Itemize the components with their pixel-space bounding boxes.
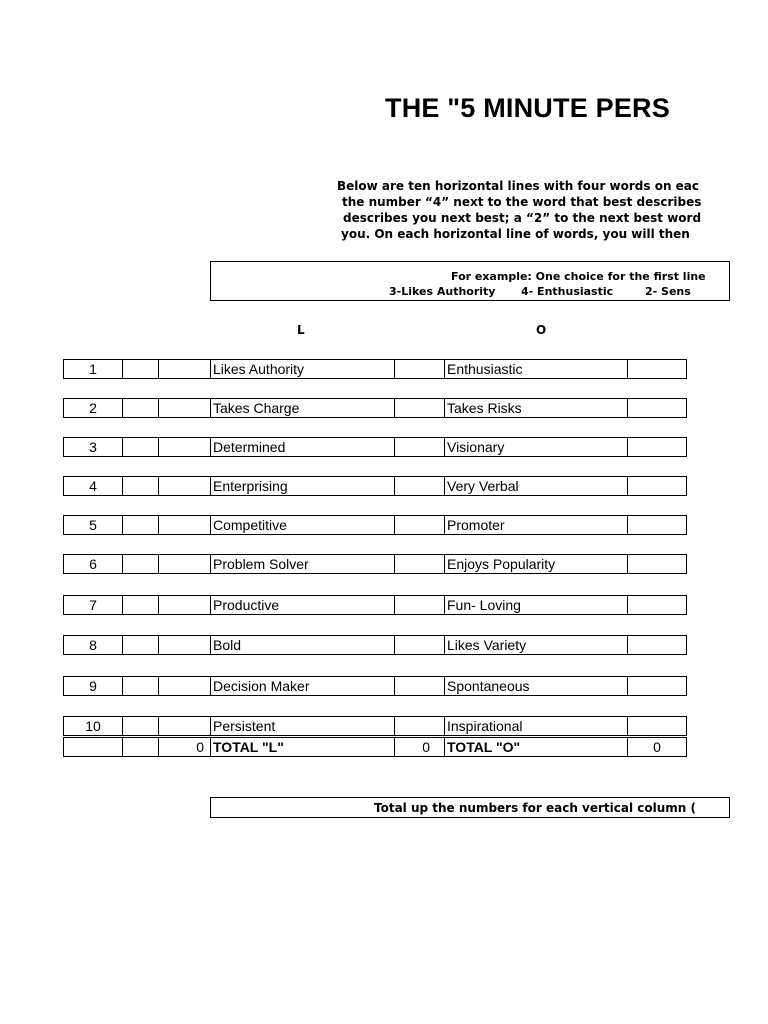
word-o: Inspirational — [444, 716, 628, 736]
column-heading-o: O — [536, 323, 547, 337]
instruction-line: Below are ten horizontal lines with four words on eac — [337, 179, 700, 193]
total-l-value: 0 — [158, 737, 211, 757]
table-row — [63, 515, 763, 535]
row-number: 1 — [63, 359, 123, 379]
score-cell[interactable] — [627, 359, 687, 379]
word-o: Enthusiastic — [444, 359, 628, 379]
example-item: 2- Sens — [645, 285, 691, 298]
score-cell[interactable] — [394, 359, 445, 379]
word-l: Likes Authority — [210, 359, 395, 379]
score-cell[interactable] — [158, 515, 211, 535]
example-item: 4- Enthusiastic — [521, 285, 614, 298]
score-cell[interactable] — [158, 676, 211, 696]
score-cell[interactable] — [158, 359, 211, 379]
example-line: For example: One choice for the first line — [451, 270, 706, 283]
word-o: Fun- Loving — [444, 595, 628, 615]
score-cell[interactable] — [122, 398, 159, 418]
score-cell[interactable] — [122, 554, 159, 574]
word-l: Bold — [210, 635, 395, 655]
score-cell[interactable] — [158, 595, 211, 615]
row-number: 10 — [63, 716, 123, 736]
row-number: 3 — [63, 437, 123, 457]
score-cell[interactable] — [158, 554, 211, 574]
instruction-line: the number “4” next to the word that best describes — [342, 195, 702, 209]
total-l-label: TOTAL "L" — [210, 737, 395, 757]
score-cell[interactable] — [627, 398, 687, 418]
row-number: 6 — [63, 554, 123, 574]
column-heading-l: L — [297, 323, 305, 337]
row-number: 8 — [63, 635, 123, 655]
row-number: 2 — [63, 398, 123, 418]
word-o: Promoter — [444, 515, 628, 535]
word-l: Takes Charge — [210, 398, 395, 418]
score-cell[interactable] — [158, 716, 211, 736]
footer-text: Total up the numbers for each vertical column ( — [374, 801, 697, 815]
word-l: Decision Maker — [210, 676, 395, 696]
word-l: Problem Solver — [210, 554, 395, 574]
score-cell[interactable] — [627, 437, 687, 457]
instructions — [337, 178, 701, 242]
example-items — [389, 285, 691, 298]
word-l: Productive — [210, 595, 395, 615]
example-item: 3-Likes Authority — [389, 285, 496, 298]
word-l: Enterprising — [210, 476, 395, 496]
table-row — [63, 554, 763, 574]
score-cell[interactable] — [627, 676, 687, 696]
score-cell[interactable] — [627, 635, 687, 655]
score-cell[interactable] — [394, 635, 445, 655]
score-cell[interactable] — [394, 515, 445, 535]
score-cell[interactable] — [122, 476, 159, 496]
score-cell[interactable] — [122, 635, 159, 655]
score-cell[interactable] — [122, 515, 159, 535]
table-row — [63, 716, 763, 736]
score-cell[interactable] — [394, 716, 445, 736]
word-l: Persistent — [210, 716, 395, 736]
score-cell[interactable] — [122, 676, 159, 696]
score-cell[interactable] — [394, 595, 445, 615]
word-o: Likes Variety — [444, 635, 628, 655]
row-number: 5 — [63, 515, 123, 535]
total-next-value: 0 — [627, 737, 687, 757]
word-o: Visionary — [444, 437, 628, 457]
score-cell[interactable] — [627, 716, 687, 736]
totals-blank — [122, 737, 159, 757]
row-number: 7 — [63, 595, 123, 615]
table-row — [63, 359, 763, 379]
table-row — [63, 398, 763, 418]
table-row — [63, 635, 763, 655]
score-cell[interactable] — [122, 595, 159, 615]
example-box — [210, 261, 730, 301]
instruction-line: you. On each horizontal line of words, you will then — [341, 227, 690, 241]
word-o: Spontaneous — [444, 676, 628, 696]
total-o-label: TOTAL "O" — [444, 737, 628, 757]
score-cell[interactable] — [158, 476, 211, 496]
word-o: Enjoys Popularity — [444, 554, 628, 574]
table-row — [63, 676, 763, 696]
instruction-line: describes you next best; a “2” to the next best word — [343, 211, 702, 225]
word-o: Takes Risks — [444, 398, 628, 418]
word-l: Competitive — [210, 515, 395, 535]
table-row — [63, 595, 763, 615]
score-cell[interactable] — [394, 437, 445, 457]
score-cell[interactable] — [158, 437, 211, 457]
totals-row — [63, 737, 763, 757]
score-cell[interactable] — [122, 359, 159, 379]
score-cell[interactable] — [394, 554, 445, 574]
score-cell[interactable] — [158, 398, 211, 418]
score-cell[interactable] — [627, 554, 687, 574]
word-o: Very Verbal — [444, 476, 628, 496]
footer-box — [210, 797, 730, 818]
row-number: 9 — [63, 676, 123, 696]
table-row — [63, 476, 763, 496]
page-title: THE "5 MINUTE PERS — [385, 93, 670, 123]
word-l: Determined — [210, 437, 395, 457]
score-cell[interactable] — [627, 476, 687, 496]
score-cell[interactable] — [394, 398, 445, 418]
totals-blank — [63, 737, 123, 757]
row-number: 4 — [63, 476, 123, 496]
score-cell[interactable] — [122, 437, 159, 457]
table-row — [63, 437, 763, 457]
score-cell[interactable] — [158, 635, 211, 655]
score-cell[interactable] — [122, 716, 159, 736]
score-cell[interactable] — [627, 595, 687, 615]
score-cell[interactable] — [394, 676, 445, 696]
score-cell[interactable] — [627, 515, 687, 535]
score-cell[interactable] — [394, 476, 445, 496]
total-o-value: 0 — [394, 737, 445, 757]
